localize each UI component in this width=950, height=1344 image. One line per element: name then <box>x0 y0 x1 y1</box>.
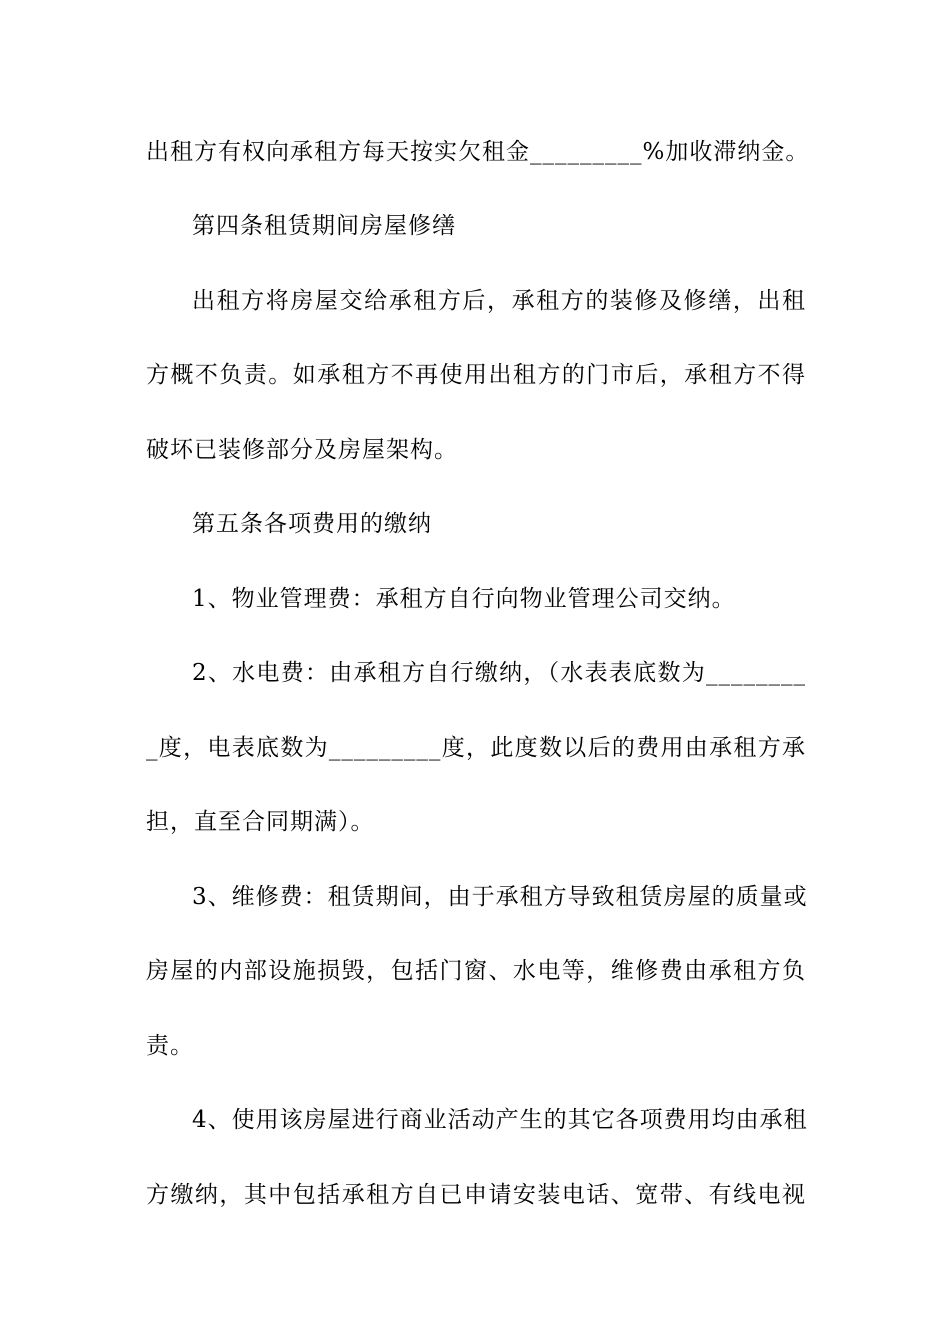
text-line-utilities-2: _度，电表底数为_________度，此度数以后的费用由承租方承 <box>146 735 806 761</box>
text-line-utilities-3: 担，直至合同期满）。 <box>146 809 375 835</box>
text-line-repair-2: 方概不负责。如承租方不再使用出租方的门市后，承租方不得 <box>146 362 806 388</box>
section-heading-article-4: 第四条租赁期间房屋修缮 <box>192 213 456 239</box>
text-line-repair-3: 破坏已装修部分及房屋架构。 <box>146 437 458 463</box>
text-line-repair-1: 出租方将房屋交给承租方后，承租方的装修及修缮，出租 <box>192 288 806 314</box>
text-line-other-fees-2: 方缴纳，其中包括承租方自已申请安装电话、宽带、有线电视 <box>146 1182 806 1208</box>
text-line-maintenance-3: 责。 <box>146 1033 194 1059</box>
text-line-utilities-1: 2、水电费：由承租方自行缴纳，（水表表底数为________ <box>192 660 806 686</box>
section-heading-article-5: 第五条各项费用的缴纳 <box>192 511 432 537</box>
text-line-maintenance-2: 房屋的内部设施损毁，包括门窗、水电等，维修费由承租方负 <box>146 958 806 984</box>
text-line-property-fee: 1、物业管理费：承租方自行向物业管理公司交纳。 <box>192 586 736 612</box>
text-line-maintenance-1: 3、维修费：租赁期间，由于承租方导致租赁房屋的质量或 <box>192 884 808 910</box>
text-line-other-fees-1: 4、使用该房屋进行商业活动产生的其它各项费用均由承租 <box>192 1107 808 1133</box>
text-line-late-fee: 出租方有权向承租方每天按实欠租金_________%加收滞纳金。 <box>146 139 810 165</box>
